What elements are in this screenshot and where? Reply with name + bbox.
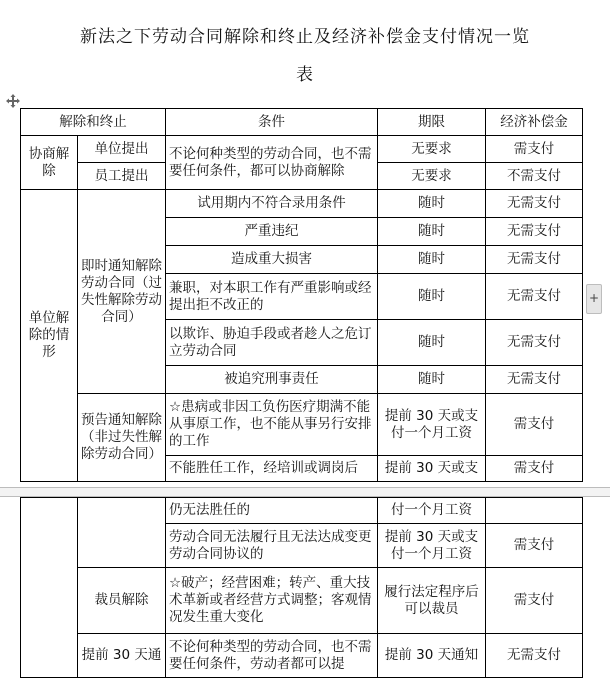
comp-cell: 无需支付 bbox=[486, 218, 583, 246]
period-cell: 提前 30 天或支付一个月工资 bbox=[378, 394, 486, 456]
comp-cell: 无需支付 bbox=[486, 320, 583, 366]
comp-cell: 需支付 bbox=[486, 456, 583, 482]
group-cell-unit: 单位解除的情形 bbox=[21, 190, 78, 482]
subgroup-cell-layoff: 裁员解除 bbox=[78, 568, 166, 634]
period-cell: 随时 bbox=[378, 218, 486, 246]
period-cell: 提前 30 天或支 bbox=[378, 456, 486, 482]
condition-cell: ☆患病或非因工负伤医疗期满不能从事原工作，也不能从事另行安排的工作 bbox=[166, 394, 378, 456]
condition-cell: 不论何种类型的劳动合同，也不需要任何条件，劳动者都可以提 bbox=[166, 634, 378, 678]
table-row bbox=[21, 498, 583, 524]
condition-cell: 兼职，对本职工作有严重影响或经提出拒不改正的 bbox=[166, 274, 378, 320]
condition-cell: 仍无法胜任的 bbox=[166, 498, 378, 524]
subgroup-cell-continued bbox=[78, 498, 166, 568]
condition-cell: 不论何种类型的劳动合同，也不需要任何条件，都可以协商解除 bbox=[166, 136, 378, 190]
table-header-row bbox=[21, 109, 583, 136]
party-cell: 员工提出 bbox=[78, 163, 166, 190]
table-row bbox=[21, 190, 583, 218]
party-cell: 单位提出 bbox=[78, 136, 166, 163]
header-cell: 经济补偿金 bbox=[486, 109, 583, 136]
subgroup-cell-last: 提前 30 天通 bbox=[78, 634, 166, 678]
period-cell: 随时 bbox=[378, 190, 486, 218]
subgroup-cell-immediate: 即时通知解除劳动合同（过失性解除劳动合同） bbox=[78, 190, 166, 394]
condition-cell: 试用期内不符合录用条件 bbox=[166, 190, 378, 218]
comp-cell: 需支付 bbox=[486, 394, 583, 456]
add-column-button[interactable]: + bbox=[586, 284, 602, 314]
summary-table bbox=[20, 108, 583, 482]
period-cell: 随时 bbox=[378, 246, 486, 274]
group-cell-continued bbox=[21, 498, 78, 678]
header-cell: 解除和终止 bbox=[21, 109, 166, 136]
comp-cell: 无需支付 bbox=[486, 274, 583, 320]
condition-cell: 劳动合同无法履行且无法达成变更劳动合同协议的 bbox=[166, 524, 378, 568]
period-cell: 随时 bbox=[378, 320, 486, 366]
period-cell: 付一个月工资 bbox=[378, 498, 486, 524]
period-cell: 提前 30 天或支付一个月工资 bbox=[378, 524, 486, 568]
condition-cell: 造成重大损害 bbox=[166, 246, 378, 274]
condition-cell: 被追究刑事责任 bbox=[166, 366, 378, 394]
comp-cell: 需支付 bbox=[486, 568, 583, 634]
four-way-move-icon[interactable] bbox=[6, 94, 20, 108]
comp-cell: 不需支付 bbox=[486, 163, 583, 190]
table-row bbox=[21, 136, 583, 163]
comp-cell: 无需支付 bbox=[486, 634, 583, 678]
header-cell: 条件 bbox=[166, 109, 378, 136]
period-cell: 无要求 bbox=[378, 136, 486, 163]
period-cell: 履行法定程序后可以裁员 bbox=[378, 568, 486, 634]
condition-cell: 不能胜任工作，经培训或调岗后 bbox=[166, 456, 378, 482]
summary-table-continued bbox=[20, 497, 583, 678]
table-row bbox=[21, 568, 583, 634]
period-cell: 提前 30 天通知 bbox=[378, 634, 486, 678]
comp-cell: 需支付 bbox=[486, 524, 583, 568]
document-title: 新法之下劳动合同解除和终止及经济补偿金支付情况一览 bbox=[80, 27, 530, 47]
subgroup-cell-notice: 预告通知解除（非过失性解除劳动合同） bbox=[78, 394, 166, 482]
period-cell: 无要求 bbox=[378, 163, 486, 190]
header-cell: 期限 bbox=[378, 109, 486, 136]
table-row bbox=[21, 394, 583, 456]
comp-cell: 无需支付 bbox=[486, 246, 583, 274]
document-title-continued: 表 bbox=[296, 65, 314, 85]
condition-cell: ☆破产；经营困难；转产、重大技术革新或者经营方式调整；客观情况发生重大变化 bbox=[166, 568, 378, 634]
page-bottom-edge bbox=[0, 487, 610, 488]
period-cell: 随时 bbox=[378, 366, 486, 394]
group-cell-consult: 协商解除 bbox=[21, 136, 78, 190]
comp-cell: 无需支付 bbox=[486, 366, 583, 394]
table-row bbox=[21, 634, 583, 678]
condition-cell: 以欺诈、胁迫手段或者趁人之危订立劳动合同 bbox=[166, 320, 378, 366]
comp-cell bbox=[486, 498, 583, 524]
comp-cell: 需支付 bbox=[486, 136, 583, 163]
period-cell: 随时 bbox=[378, 274, 486, 320]
condition-cell: 严重违纪 bbox=[166, 218, 378, 246]
comp-cell: 无需支付 bbox=[486, 190, 583, 218]
